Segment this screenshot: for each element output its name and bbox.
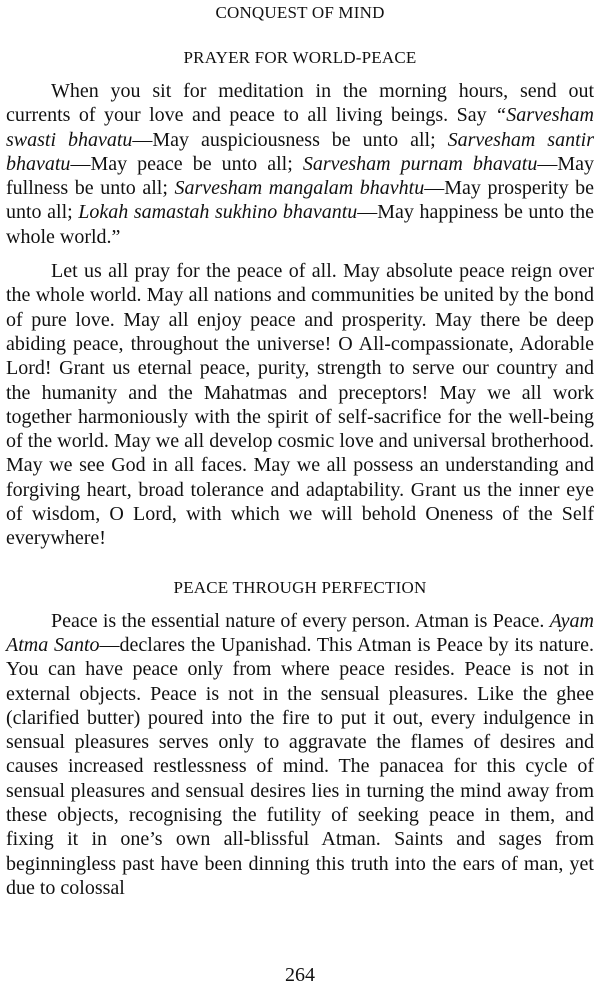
paragraph-prayer-body: Let us all pray for the peace of all. May absolute peace reign over the whole world. May all nations and communities be united by the bond of pure love. May all enjoy peace and prosperity. May there be deep abiding peace, throughout the universe! O All-compassionate, Adorable Lord! Grant us eternal peace, purity, strength to serve our country and the humanity and the Mahatmas and preceptors! May we all work together harmoniously with the spirit of self-sacrifice for the well-being of the world. May we all develop cosmic love and universal brotherhood. May we see God in all faces. May we all possess an understanding and forgiving heart, broad tolerance and adaptability. Grant us the inner eye of wisdom, O Lord, with which we will behold Oneness of the Self everywhere! <box>6 260 594 550</box>
section-title-perfection: PEACE THROUGH PERFECTION <box>173 577 427 597</box>
italic-mantra: Sarvesham santir bhavatu <box>6 128 594 175</box>
text-run: Peace is the essential nature of every person. Atman is Peace. <box>51 609 550 632</box>
text-run: —May fullness be unto all; <box>6 152 594 200</box>
text-run: When you sit for meditation in the morning hours, send out currents of your love and peace to all living beings. Say <box>6 80 594 127</box>
italic-mantra: “Sarvesham swasti bhavatu <box>6 104 594 151</box>
italic-quote: Ayam Atma Santo <box>6 609 594 656</box>
paragraph-prayer-intro <box>6 79 594 249</box>
section-title-prayer: PRAYER FOR WORLD-PEACE <box>183 48 417 67</box>
text-run: —May happiness be unto the whole world.” <box>6 201 595 248</box>
page-number: 264 <box>285 964 315 986</box>
paragraph-peace <box>6 609 594 901</box>
text-run: —declares the Upanishad. This Atman is Peace by its nature. You can have peace only from where peace resides. Peace is not in external objects. Peace is not in the sensual pleasures. Like the ghee (clarified butter) poured into the fire to put it out, every indulgence in sensual pleasures serves only to aggravate the flames of desires and causes increased restlessness of mind. The panacea for this cycle of sensual pleasures and sensual desires lies in turning the mind away from these objects, recognising the futility of seeking peace in them, and fixing it in one’s own all-blissful Atman. Saints and sages from beginningless past have been dinning this truth into the ears of man, yet due to colossal <box>6 633 594 899</box>
italic-mantra: Sarvesham mangalam bhavhtu <box>174 177 425 200</box>
italic-mantra: Sarvesham purnam bhavatu <box>302 152 538 175</box>
text-run: —May prosperity be unto all; <box>6 177 595 224</box>
running-head: CONQUEST OF MIND <box>215 3 385 22</box>
italic-mantra: Lokah samastah sukhino bhavantu <box>78 201 358 224</box>
text-run: —May auspiciousness be unto all; <box>132 128 448 151</box>
text-run: —May peace be unto all; <box>70 152 303 175</box>
